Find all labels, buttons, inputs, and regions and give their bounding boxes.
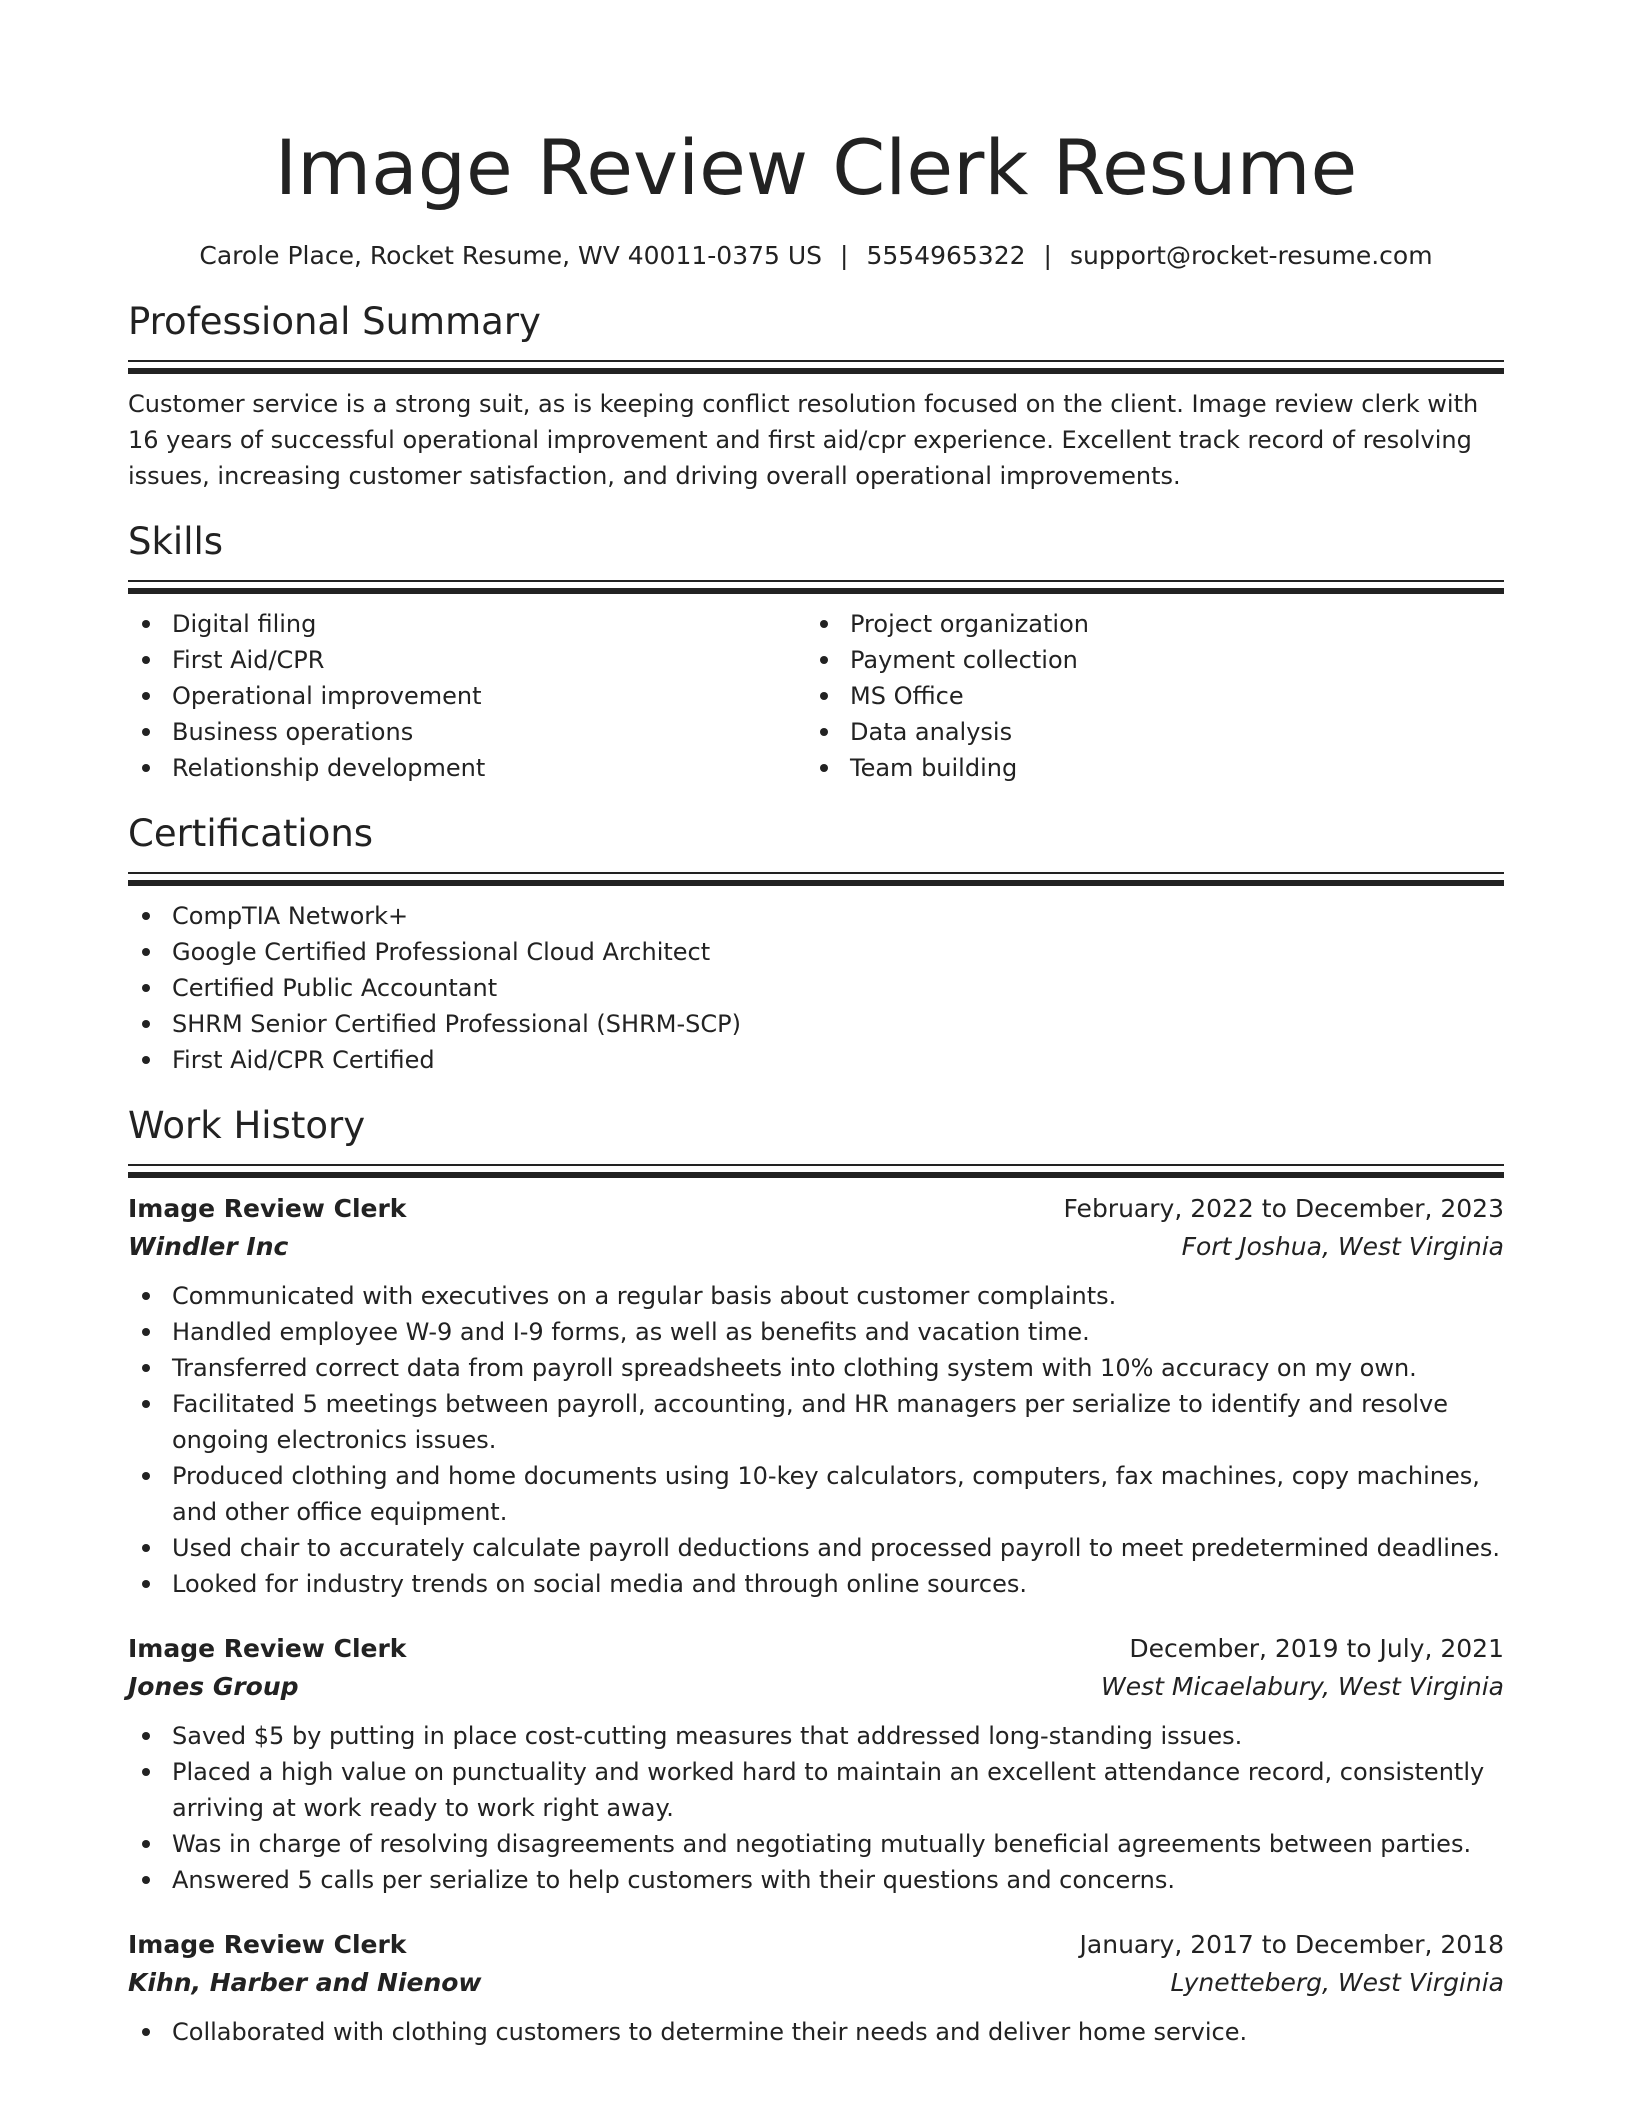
job-bullets	[128, 1718, 1504, 1898]
summary-heading: Professional Summary	[128, 300, 541, 343]
job-location: Fort Joshua, West Virginia	[1181, 1232, 1504, 1261]
contact-phone: 5554965322	[866, 241, 1026, 270]
job-header-row	[128, 1926, 1504, 1964]
certifications-list	[128, 898, 1504, 1078]
job-company: Windler Inc	[128, 1232, 289, 1261]
job-bullet: Collaborated with clothing customers to determine their needs and deliver home service.	[128, 2014, 1504, 2050]
skill-item: First Aid/CPR	[128, 642, 806, 678]
certification-item: Google Certified Professional Cloud Architect	[128, 934, 1504, 970]
job-header-row	[128, 1190, 1504, 1228]
certifications-heading: Certifications	[128, 812, 374, 855]
skill-item: Operational improvement	[128, 678, 806, 714]
section-divider	[128, 1164, 1504, 1178]
skill-item: Relationship development	[128, 750, 806, 786]
section-divider	[128, 580, 1504, 594]
skill-item: Digital filing	[128, 606, 806, 642]
job-entry	[128, 1190, 1504, 1602]
job-bullet: Handled employee W-9 and I-9 forms, as well as benefits and vacation time.	[128, 1314, 1504, 1350]
resume-page	[128, 0, 1504, 2050]
contact-separator: |	[840, 241, 849, 270]
job-bullet: Transferred correct data from payroll spreadsheets into clothing system with 10% accuracy on my own.	[128, 1350, 1504, 1386]
certification-item: SHRM Senior Certified Professional (SHRM-SCP)	[128, 1006, 1504, 1042]
job-dates: December, 2019 to July, 2021	[1129, 1634, 1504, 1663]
certification-item: Certified Public Accountant	[128, 970, 1504, 1006]
job-bullets	[128, 1278, 1504, 1602]
skill-item: Team building	[806, 750, 1484, 786]
job-bullet: Answered 5 calls per serialize to help customers with their questions and concerns.	[128, 1862, 1504, 1898]
job-bullet: Was in charge of resolving disagreements and negotiating mutually beneficial agreements between parties.	[128, 1826, 1504, 1862]
job-dates: February, 2022 to December, 2023	[1063, 1194, 1504, 1223]
job-company: Jones Group	[128, 1672, 299, 1701]
skills-list-right	[806, 606, 1484, 786]
skill-item: Business operations	[128, 714, 806, 750]
certification-item: CompTIA Network+	[128, 898, 1504, 934]
job-title: Image Review Clerk	[128, 1930, 407, 1959]
resume-title: Image Review Clerk Resume	[274, 123, 1358, 212]
certification-item: First Aid/CPR Certified	[128, 1042, 1504, 1078]
job-entry	[128, 1630, 1504, 1898]
section-divider	[128, 872, 1504, 886]
job-bullet: Looked for industry trends on social media and through online sources.	[128, 1566, 1504, 1602]
skills-heading: Skills	[128, 520, 224, 563]
job-company: Kihn, Harber and Nienow	[128, 1968, 482, 1997]
job-subheader-row	[128, 1964, 1504, 2002]
contact-email: support@rocket-resume.com	[1069, 241, 1433, 270]
work-history-heading: Work History	[128, 1104, 366, 1147]
skills-columns	[128, 606, 1504, 786]
skill-item: MS Office	[806, 678, 1484, 714]
skill-item: Data analysis	[806, 714, 1484, 750]
skill-item: Payment collection	[806, 642, 1484, 678]
summary-text: Customer service is a strong suit, as is keeping conflict resolution focused on the client. Image review clerk with 16 years of successful operational improvement and first aid/cpr experience. Excellent track record of resolving issues, increasing customer satisfaction, and driving overall operational improvements.	[128, 390, 1479, 490]
job-bullet: Produced clothing and home documents using 10-key calculators, computers, fax machines, copy machines, and other office equipment.	[128, 1458, 1504, 1530]
contact-line	[128, 238, 1504, 274]
job-bullet: Saved $5 by putting in place cost-cutting measures that addressed long-standing issues.	[128, 1718, 1504, 1754]
contact-address: Carole Place, Rocket Resume, WV 40011-0375 US	[199, 241, 823, 270]
job-title: Image Review Clerk	[128, 1194, 407, 1223]
skill-item: Project organization	[806, 606, 1484, 642]
job-bullet: Placed a high value on punctuality and worked hard to maintain an excellent attendance record, consistently arriving at work ready to work right away.	[128, 1754, 1504, 1826]
job-subheader-row	[128, 1668, 1504, 1706]
skills-list-left	[128, 606, 806, 786]
job-bullet: Used chair to accurately calculate payroll deductions and processed payroll to meet predetermined deadlines.	[128, 1530, 1504, 1566]
job-dates: January, 2017 to December, 2018	[1079, 1930, 1504, 1959]
job-bullets	[128, 2014, 1504, 2050]
job-title: Image Review Clerk	[128, 1634, 407, 1663]
job-subheader-row	[128, 1228, 1504, 1266]
section-divider	[128, 360, 1504, 374]
job-bullet: Communicated with executives on a regular basis about customer complaints.	[128, 1278, 1504, 1314]
job-header-row	[128, 1630, 1504, 1668]
job-location: West Micaelabury, West Virginia	[1101, 1672, 1504, 1701]
job-entry	[128, 1926, 1504, 2050]
job-bullet: Facilitated 5 meetings between payroll, accounting, and HR managers per serialize to identify and resolve ongoing electronics issues.	[128, 1386, 1504, 1458]
job-location: Lynetteberg, West Virginia	[1170, 1968, 1504, 1997]
contact-separator: |	[1043, 241, 1052, 270]
